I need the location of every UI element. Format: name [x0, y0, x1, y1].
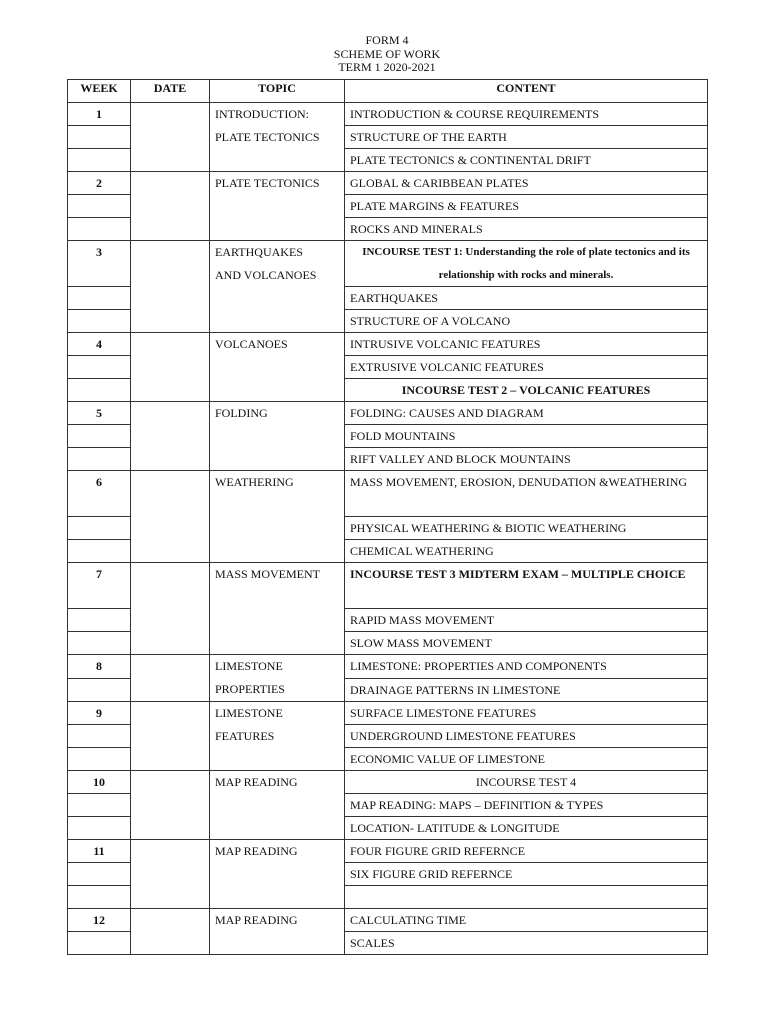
- content-cell: SLOW MASS MOVEMENT: [345, 632, 708, 655]
- topic-cell: MASS MOVEMENT: [210, 563, 345, 655]
- content-cell: DRAINAGE PATTERNS IN LIMESTONE: [345, 678, 708, 702]
- date-cell: [131, 840, 210, 909]
- date-cell: [131, 241, 210, 333]
- header-content: CONTENT: [345, 80, 708, 103]
- content-cell: PLATE TECTONICS & CONTINENTAL DRIFT: [345, 149, 708, 172]
- topic-cell: FOLDING: [210, 402, 345, 471]
- document-header: [0, 34, 768, 75]
- topic-cell: MAP READING: [210, 840, 345, 909]
- week-cell: [68, 863, 131, 886]
- content-cell: STRUCTURE OF THE EARTH: [345, 126, 708, 149]
- week-cell: [68, 448, 131, 471]
- week-cell: [68, 126, 131, 149]
- week-cell: [68, 195, 131, 218]
- content-cell: SURFACE LIMESTONE FEATURES: [345, 702, 708, 725]
- table-row: [68, 172, 708, 195]
- week-cell: [68, 817, 131, 840]
- week-cell: 8: [68, 655, 131, 679]
- content-cell: LIMESTONE: PROPERTIES AND COMPONENTS: [345, 655, 708, 679]
- content-cell: INTRODUCTION & COURSE REQUIREMENTS: [345, 103, 708, 126]
- table-row: [68, 655, 708, 679]
- date-cell: [131, 563, 210, 655]
- content-cell: SIX FIGURE GRID REFERNCE: [345, 863, 708, 886]
- week-cell: [68, 425, 131, 448]
- week-cell: [68, 287, 131, 310]
- week-cell: 9: [68, 702, 131, 725]
- table-row: [68, 241, 708, 287]
- content-cell: RIFT VALLEY AND BLOCK MOUNTAINS: [345, 448, 708, 471]
- content-cell: UNDERGROUND LIMESTONE FEATURES: [345, 725, 708, 748]
- content-cell: INTRUSIVE VOLCANIC FEATURES: [345, 333, 708, 356]
- topic-cell: EARTHQUAKES AND VOLCANOES: [210, 241, 345, 333]
- scheme-title: SCHEME OF WORK: [333, 46, 441, 61]
- date-cell: [131, 333, 210, 402]
- content-cell: STRUCTURE OF A VOLCANO: [345, 310, 708, 333]
- week-cell: [68, 886, 131, 909]
- date-cell: [131, 402, 210, 471]
- topic-cell: LIMESTONE FEATURES: [210, 702, 345, 771]
- week-cell: [68, 310, 131, 333]
- week-cell: [68, 379, 131, 402]
- week-cell: 3: [68, 241, 131, 287]
- content-cell: LOCATION- LATITUDE & LONGITUDE: [345, 817, 708, 840]
- form-title: FORM 4: [365, 33, 409, 47]
- content-cell: PHYSICAL WEATHERING & BIOTIC WEATHERING: [345, 517, 708, 540]
- week-cell: [68, 632, 131, 655]
- content-cell: MAP READING: MAPS – DEFINITION & TYPES: [345, 794, 708, 817]
- week-cell: [68, 794, 131, 817]
- topic-cell: MAP READING: [210, 771, 345, 840]
- content-cell: RAPID MASS MOVEMENT: [345, 609, 708, 632]
- table-row: [68, 471, 708, 517]
- content-cell: SCALES: [345, 932, 708, 955]
- table-body: [68, 103, 708, 955]
- week-cell: 1: [68, 103, 131, 126]
- date-cell: [131, 103, 210, 172]
- topic-cell: WEATHERING: [210, 471, 345, 563]
- scheme-table: [67, 79, 708, 955]
- table-row: [68, 402, 708, 425]
- date-cell: [131, 909, 210, 955]
- week-cell: 4: [68, 333, 131, 356]
- topic-cell: INTRODUCTION: PLATE TECTONICS: [210, 103, 345, 172]
- week-cell: 7: [68, 563, 131, 609]
- table-row: [68, 563, 708, 609]
- content-cell: PLATE MARGINS & FEATURES: [345, 195, 708, 218]
- table-row: [68, 103, 708, 126]
- table-row: [68, 771, 708, 794]
- week-cell: 10: [68, 771, 131, 794]
- topic-cell: PLATE TECTONICS: [210, 172, 345, 241]
- date-cell: [131, 771, 210, 840]
- content-cell: EXTRUSIVE VOLCANIC FEATURES: [345, 356, 708, 379]
- table-row: [68, 702, 708, 725]
- week-cell: 11: [68, 840, 131, 863]
- week-cell: 5: [68, 402, 131, 425]
- week-cell: [68, 356, 131, 379]
- week-cell: [68, 678, 131, 702]
- content-cell: INCOURSE TEST 3 MIDTERM EXAM – MULTIPLE CHOICE: [345, 563, 708, 609]
- content-cell: INCOURSE TEST 4: [345, 771, 708, 794]
- date-cell: [131, 172, 210, 241]
- content-cell: MASS MOVEMENT, EROSION, DENUDATION &WEATHERING: [345, 471, 708, 517]
- topic-cell: LIMESTONE PROPERTIES: [210, 655, 345, 702]
- week-cell: 6: [68, 471, 131, 517]
- content-cell: EARTHQUAKES: [345, 287, 708, 310]
- topic-cell: MAP READING: [210, 909, 345, 955]
- week-cell: [68, 517, 131, 540]
- date-cell: [131, 702, 210, 771]
- content-cell: CHEMICAL WEATHERING: [345, 540, 708, 563]
- content-cell: FOLDING: CAUSES AND DIAGRAM: [345, 402, 708, 425]
- week-cell: [68, 149, 131, 172]
- table-header-row: [68, 80, 708, 103]
- content-cell: INCOURSE TEST 2 – VOLCANIC FEATURES: [345, 379, 708, 402]
- week-cell: 12: [68, 909, 131, 932]
- content-cell: FOUR FIGURE GRID REFERNCE: [345, 840, 708, 863]
- content-cell: [345, 886, 708, 909]
- week-cell: [68, 609, 131, 632]
- topic-cell: VOLCANOES: [210, 333, 345, 402]
- week-cell: [68, 725, 131, 748]
- table-row: [68, 840, 708, 863]
- content-cell: ROCKS AND MINERALS: [345, 218, 708, 241]
- header-week: WEEK: [68, 80, 131, 103]
- week-cell: [68, 540, 131, 563]
- table-row: [68, 909, 708, 932]
- term-title: TERM 1 2020-2021: [338, 60, 436, 74]
- week-cell: [68, 218, 131, 241]
- header-date: DATE: [131, 80, 210, 103]
- week-cell: [68, 748, 131, 771]
- content-cell: FOLD MOUNTAINS: [345, 425, 708, 448]
- date-cell: [131, 655, 210, 702]
- header-topic: TOPIC: [210, 80, 345, 103]
- date-cell: [131, 471, 210, 563]
- content-cell: CALCULATING TIME: [345, 909, 708, 932]
- week-cell: 2: [68, 172, 131, 195]
- week-cell: [68, 932, 131, 955]
- content-cell: GLOBAL & CARIBBEAN PLATES: [345, 172, 708, 195]
- table-row: [68, 333, 708, 356]
- content-cell: INCOURSE TEST 1: Understanding the role of plate tectonics and its relationship with rocks and minerals.: [345, 241, 708, 287]
- content-cell: ECONOMIC VALUE OF LIMESTONE: [345, 748, 708, 771]
